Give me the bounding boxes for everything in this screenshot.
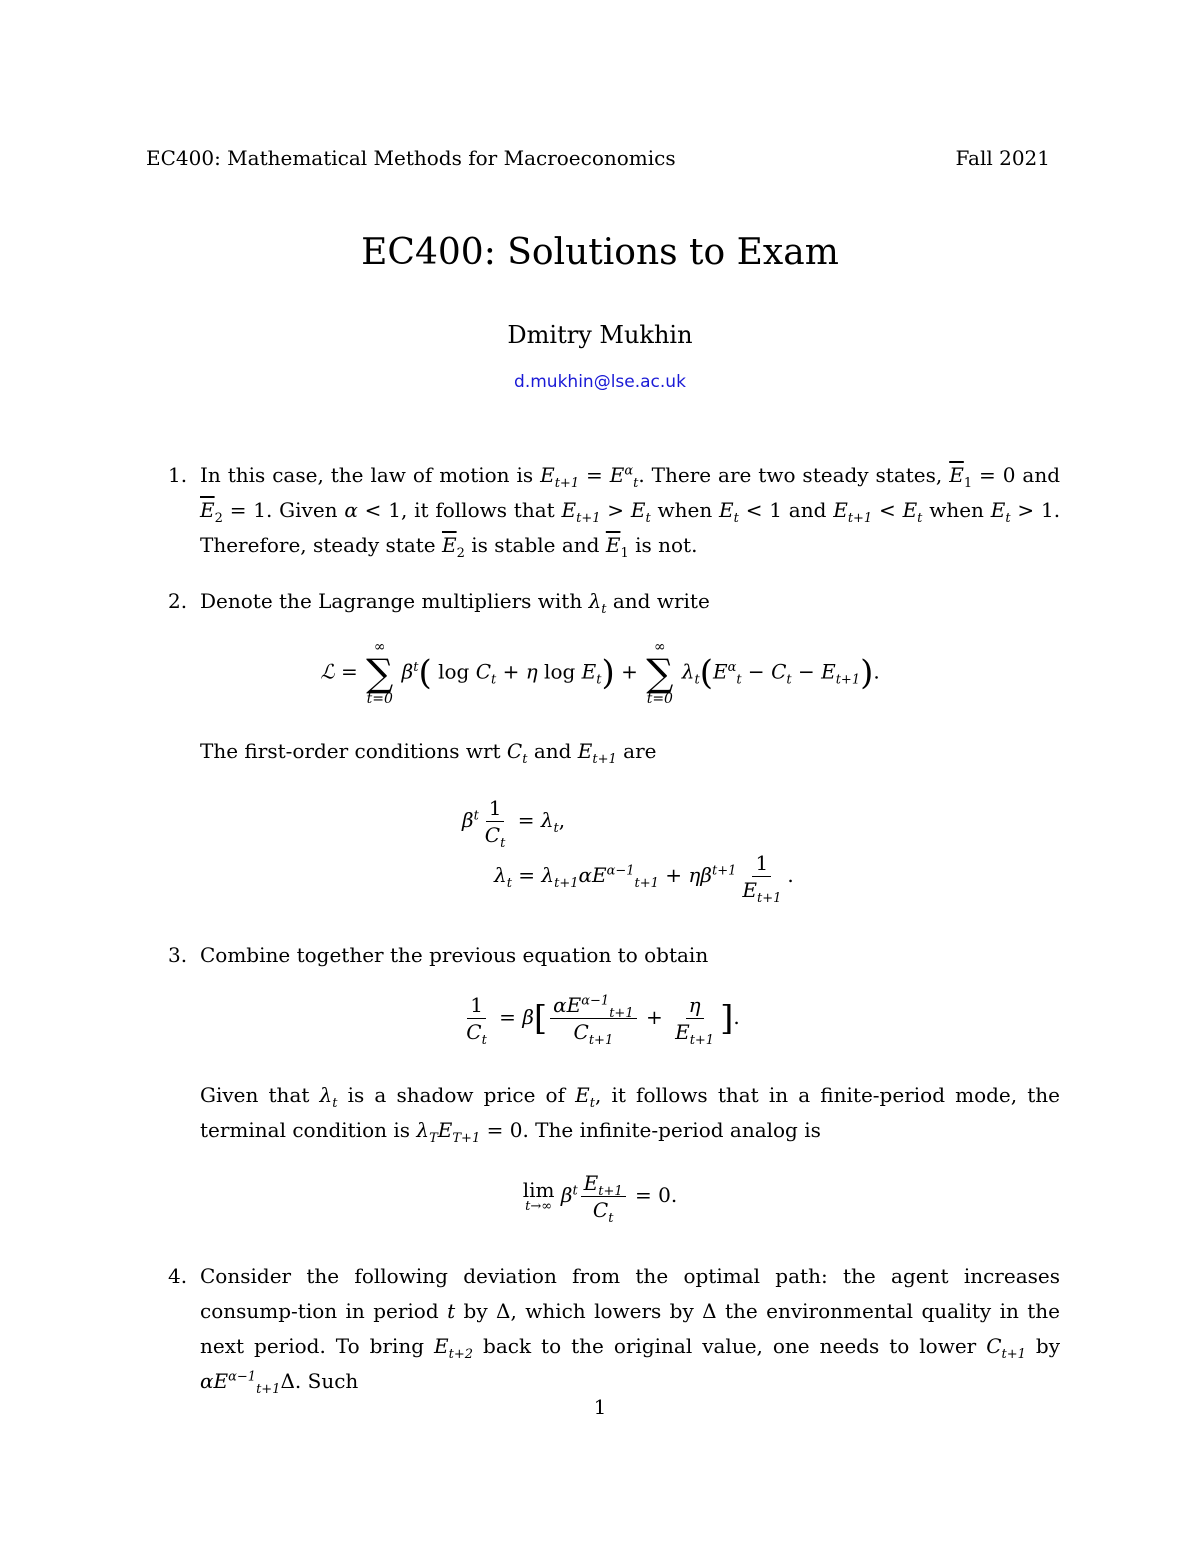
term: Fall 2021 [955, 146, 1050, 170]
item-1-text: In this case, the law of motion is $E_{t+1} = E^\alpha_t$. There are two steady states, $\overline{E}_1 = 0$ and $\overline{E}_2 = 1$. Given α < 1, it follows that $E_{t+1} > E_t$ when $E_t < 1$ and $E_{t+1} < E_t$ when $E_t > 1$. Therefore, steady state $\overline{E}_2$ is stable and $\overline{E}_1$ is not. [200, 463, 1061, 561]
page-title: EC400: Solutions to Exam [361, 232, 839, 273]
author: Dmitry Mukhin [507, 321, 693, 349]
foc-equation-1: $\beta^t$ $\frac{1}{C_t}$ = $\lambda_t$, [462, 796, 566, 851]
item-number: 3. [168, 943, 188, 967]
email-link[interactable]: d.mukhin@lse.ac.uk [514, 372, 686, 392]
item-number: 1. [168, 463, 188, 487]
item-number: 4. [168, 1264, 188, 1288]
foc-equation-2: $\lambda_t = \lambda_{t+1}\alpha E^{\alpha-1}_{t+1} + \eta\beta^{t+1}$ $\frac{1}{E_{t+1}}$ . [494, 851, 794, 906]
euler-equation: $\frac{1}{C_t}$ = β[ $\frac{\alpha E^{\alpha-1}_{t+1}}{C_{t+1}}$ + $\frac{\eta}{E_{t+1}}$ ]. [466, 993, 740, 1048]
terminal-condition-text: Given that $\lambda_t$ is a shadow price of $E_t$, it follows that in a finite-period mode, the terminal condition is $\lambda_TE_{T+1} = 0$. The infinite-period analog is [200, 1083, 1061, 1146]
page-number: 1 [593, 1395, 607, 1419]
item-3-text: Combine together the previous equation to obtain [200, 943, 709, 967]
lagrangian-equation: ℒ = ∞ ∑ t=0 $\beta^t$( $\log C_t + \eta$ $\log E_t$) + ∞ ∑ t=0 $\lambda_t(E^\alpha_t - C_t - E_{t+1})$. [320, 639, 880, 707]
foc-intro: The first-order conditions wrt $C_t$ and $E_{t+1}$ are [200, 739, 657, 767]
item-2-text: Denote the Lagrange multipliers with $\lambda_t$ and write [200, 589, 710, 617]
item-number: 2. [168, 589, 188, 613]
item-4-text: Consider the following deviation from the optimal path: the agent increases consump-tion in period t by Δ, which lowers by Δ the environmental quality in the next period. To bring $E_{t+2}$ back to the original value, one needs to lower $C_{t+1}$ by $\alpha E^{\alpha-1}_{t+1}\Delta$. Such [200, 1264, 1061, 1397]
running-header [146, 146, 1050, 170]
transversality-equation: lim t→∞ $\beta^t$ $\frac{E_{t+1}}{C_t}$ = 0. [522, 1171, 678, 1226]
course-name: EC400: Mathematical Methods for Macroeconomics [146, 146, 676, 170]
